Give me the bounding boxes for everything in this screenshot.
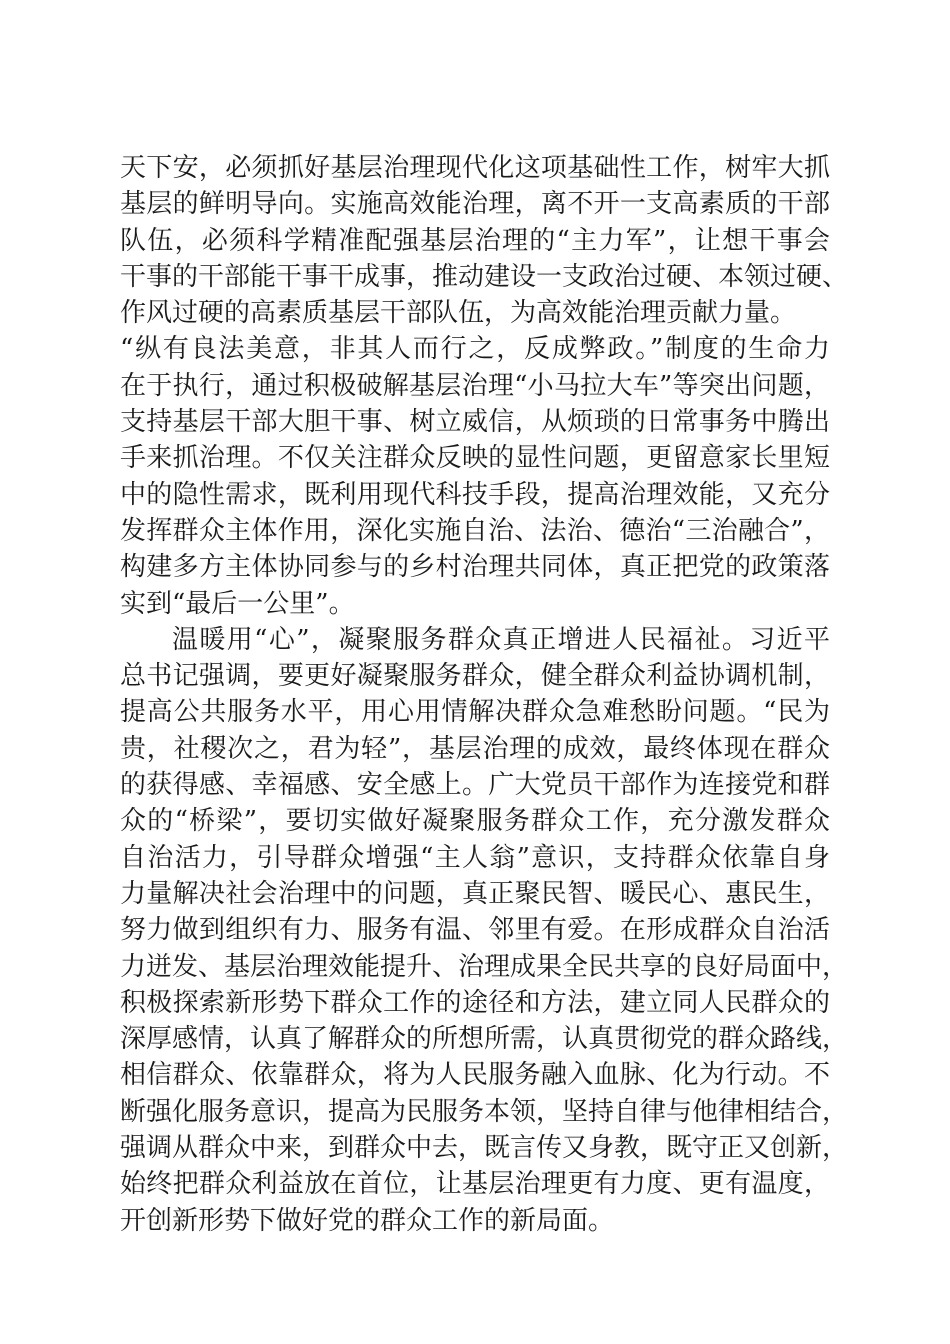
paragraph-1 xyxy=(120,150,849,622)
text-line: 力量解决社会治理中的问题，真正聚民智、暖民心、惠民生， xyxy=(120,878,830,909)
text-line: 作风过硬的高素质基层干部队伍，为高效能治理贡献力量。 xyxy=(120,298,797,329)
paragraph-2 xyxy=(120,622,849,1239)
text-line: 手来抓治理。不仅关注群众反映的显性问题，更留意家长里短 xyxy=(120,443,830,474)
document-body xyxy=(120,150,849,1239)
text-line: 强调从群众中来，到群众中去，既言传又身教，既守正又创新， xyxy=(120,1133,849,1164)
text-line: 自治活力，引导群众增强“主人翁”意识，支持群众依靠自身 xyxy=(120,842,830,873)
text-line: “纵有良法美意，非其人而行之，反成弊政。”制度的生命力 xyxy=(120,334,830,365)
text-line: 中的隐性需求，既利用现代科技手段，提高治理效能，又充分 xyxy=(120,479,830,510)
text-line: 支持基层干部大胆干事、树立威信，从烦琐的日常事务中腾出 xyxy=(120,407,830,438)
text-line: 基层的鲜明导向。实施高效能治理，离不开一支高素质的干部 xyxy=(120,189,830,220)
text-line: 努力做到组织有力、服务有温、邻里有爱。在形成群众自治活 xyxy=(120,915,830,946)
text-line: 积极探索新形势下群众工作的途径和方法，建立同人民群众的 xyxy=(120,987,830,1018)
text-line: 实到“最后一公里”。 xyxy=(120,588,355,619)
text-line: 断强化服务意识，提高为民服务本领，坚持自律与他律相结合， xyxy=(120,1096,849,1127)
text-line: 力迸发、基层治理效能提升、治理成果全民共享的良好局面中， xyxy=(120,951,849,982)
text-line: 贵，社稷次之，君为轻”，基层治理的成效，最终体现在群众 xyxy=(120,733,830,764)
text-line: 总书记强调，要更好凝聚服务群众，健全群众利益协调机制， xyxy=(120,661,830,692)
text-line: 发挥群众主体作用，深化实施自治、法治、德治“三治融合”， xyxy=(120,515,830,546)
text-line: 温暖用“心”，凝聚服务群众真正增进人民福祉。习近平 xyxy=(172,624,830,655)
text-line: 众的“桥梁”，要切实做好凝聚服务群众工作，充分激发群众 xyxy=(120,806,830,837)
text-line: 天下安，必须抓好基层治理现代化这项基础性工作，树牢大抓 xyxy=(120,153,830,183)
text-line: 队伍，必须科学精准配强基层治理的“主力军”，让想干事会 xyxy=(120,225,830,256)
text-line: 构建多方主体协同参与的乡村治理共同体，真正把党的政策落 xyxy=(120,552,830,583)
text-line: 开创新形势下做好党的群众工作的新局面。 xyxy=(120,1205,615,1236)
text-line: 干事的干部能干事干成事，推动建设一支政治过硬、本领过硬、 xyxy=(120,261,849,292)
text-line: 深厚感情，认真了解群众的所想所需，认真贯彻党的群众路线， xyxy=(120,1024,849,1055)
text-line: 在于执行，通过积极破解基层治理“小马拉大车”等突出问题， xyxy=(120,370,830,401)
text-line: 提高公共服务水平，用心用情解决群众急难愁盼问题。“民为 xyxy=(120,697,830,728)
text-line: 的获得感、幸福感、安全感上。广大党员干部作为连接党和群 xyxy=(120,770,830,801)
text-line: 始终把群众利益放在首位，让基层治理更有力度、更有温度， xyxy=(120,1169,830,1200)
text-line: 相信群众、依靠群众，将为人民服务融入血脉、化为行动。不 xyxy=(120,1060,830,1091)
